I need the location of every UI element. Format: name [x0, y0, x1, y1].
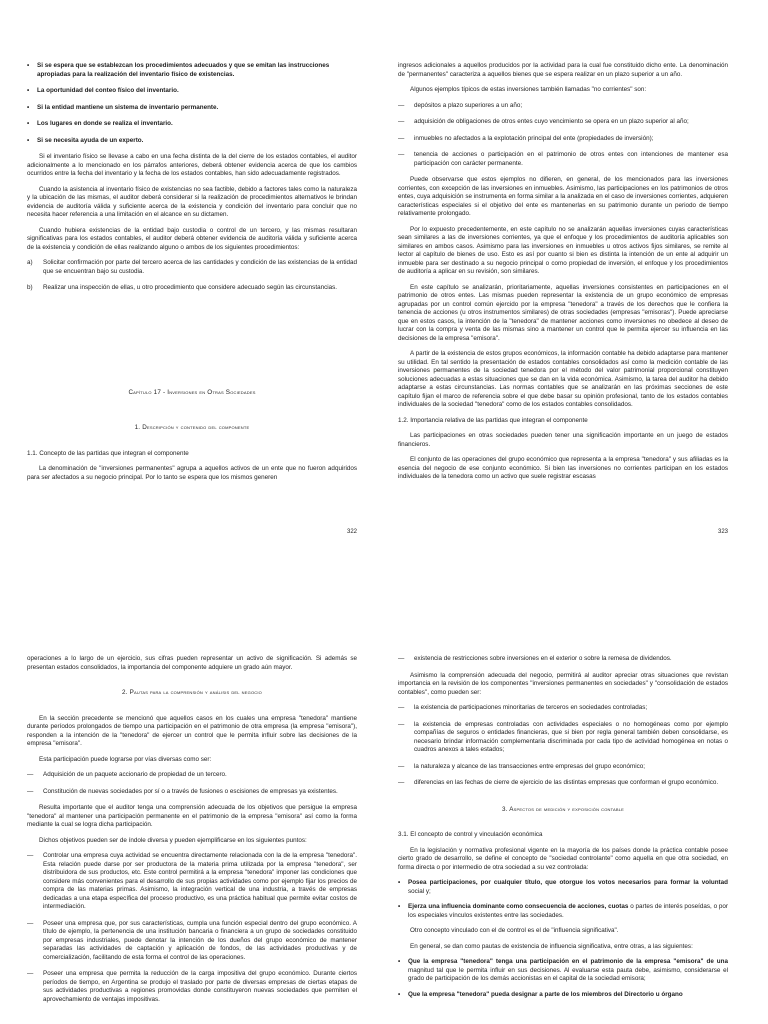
- bullet-text: o partes de interés poseídas, o por los especiales vínculos existentes entre las sociedades.: [408, 903, 728, 919]
- dash-item: — la naturaleza y alcance de las transacciones entre empresas del grupo económico;: [398, 763, 728, 772]
- dash-item: — la existencia de empresas controladas con actividades especiales o no homogéneas como por ejemplo compañías de seguros o entidades financieras, que si bien por regla general también deben consolidarse, es necesario brindar información complementaria discriminada por cada tipo de actividad homogénea en notas o cuadros anexos a tales estados;: [398, 721, 728, 755]
- dash-item: — depósitos a plazo superiores a un año;: [398, 102, 728, 111]
- dash-item: — diferencias en las fechas de cierre de ejercicio de las distintas empresas que conforman el grupo económico.: [398, 779, 728, 788]
- page-324: [27, 655, 357, 1024]
- paragraph: En la legislación y normativa profesional vigente en la mayoría de los países donde la práctica contable posee cierto grado de desarrollo, se define el concepto de "sociedad controlante" como aquella en que otra sociedad, en forma directa o por intermedio de otra sociedad a su vez controlada:: [398, 846, 728, 871]
- subsection-heading: 3.1. El concepto de control y vinculación económica: [398, 831, 543, 838]
- paragraph: En general, se dan como pautas de existencia de influencia significativa, entre otras, a las siguientes:: [410, 942, 693, 950]
- dash-item: — tenencia de acciones o participación en el patrimonio de otros entes con intenciones de mantener esa participación con carácter permanente.: [398, 151, 728, 168]
- paragraph: Las participaciones en otras sociedades pueden tener una significación importante en un juego de estados financieros.: [398, 432, 728, 448]
- list-label: a): [27, 259, 33, 266]
- dash-item: — Constitución de nuevas sociedades por sí o a través de fusiones o escisiones de empresas ya existentes.: [27, 788, 357, 797]
- dash-item: — Poseer una empresa que, por sus características, cumpla una función especial dentro del grupo económico. A título de ejemplo, la pertenencia de una institución bancaria o financiera a un grupo de sociedades constituido por empresas industriales, puede denotar la intención de los dueños del grupo económico de mantener separadas las actividades de captación y aplicación de fondos, de las actividades productivas y de comercialización, facilitando de esta forma el control de las operaciones.: [27, 920, 357, 963]
- list-item: [27, 259, 357, 276]
- paragraph: Resulta importante que el auditor tenga una comprensión adecuada de los objetivos que persigue la empresa "tenedora" al mantener una participación permanente en el patrimonio de la empresa "emisora" así como la forma mediante la cual se logra dicha participación.: [27, 804, 357, 828]
- list-text: Realizar una inspección de ellas, u otro procedimiento que considere adecuado según las circunstancias.: [43, 284, 338, 291]
- page-322: [27, 62, 357, 540]
- bullet-bold-text: Posea participaciones, por cualquier título, que otorgue los votos necesarios para formar la voluntad: [408, 879, 728, 886]
- paragraph: A partir de la existencia de estos grupos económicos, la información contable ha debido adaptarse para mantener su utilidad. En tal sentido la presentación de estados contables consolidados así como la medición contable de las inversiones permanentes de la sociedad tenedora por el método del valor patrimonial proporcional constituyen soluciones adecuadas a estas situaciones que se dan en la vida económica. Asimismo, la tarea del auditor ha debido adaptarse a estas circunstancias. Las normas contables que se analizarán en las próximas secciones de este capítulo fijan el marco de referencia sobre el que debe basar su opinión profesional, tanto de los estados contables individuales de la sociedad "tenedora" como de los estados contables consolidados.: [398, 350, 728, 408]
- paragraph: La denominación de "inversiones permanentes" agrupa a aquellos activos de un ente que no fueron adquiridos para ser afectados a su negocio principal. Por lo tanto se espera que los mismos generen: [27, 465, 357, 481]
- bullet-item: [398, 879, 728, 896]
- paragraph: En este capítulo se analizarán, prioritariamente, aquellas inversiones consistentes en participaciones en el patrimonio de otros entes. Las mismas pueden representar la existencia de un grupo económico de empresas agrupadas por un control común ejercido por la empresa "tenedora" a través de los derechos que le confiera la tenencia de acciones (u otros instrumentos similares) de otras sociedades (empresas "emisoras"). Puede apreciarse que en estos casos, la intención de la "tenedora" de mantener acciones como inversiones no obedece al deseo de lucrar con la compra y venta de las mismas sino a mantener un control que le permita ejercer su influencia en las decisiones de la empresa "emisora".: [398, 283, 728, 342]
- page-number: 322: [346, 529, 357, 535]
- paragraph: Si el inventario físico se llevase a cabo en una fecha distinta de la del cierre de los estados contables, el auditor adicionalmente a lo mencionado en los párrafos anteriores, deberá obtener evidencia acerca de que los cambios ocurridos entre la fecha del inventario y la fecha de los estados contables, han sido adecuadamente registrados.: [27, 153, 357, 177]
- paragraph: Asimismo la comprensión adecuada del negocio, permitirá al auditor apreciar otras situaciones que revistan importancia en la revisión de los componentes "inversiones permanentes en sociedades" y "consolidación de estados contables", como pueden ser:: [398, 671, 728, 696]
- paragraph: Cuando la asistencia al inventario físico de existencias no sea factible, debido a factores tales como la naturaleza y la ubicación de las mismas, el auditor deberá considerar si la realización de procedimientos alternativos le brindan evidencia de auditoría válida y suficiente acerca de la existencia y condición del inventario para concluir que no necesita hacer referencia a una limitación en el alcance en su dictamen.: [27, 185, 357, 218]
- subsection-heading: 1.2. Importancia relativa de las partidas que integran el componente: [398, 416, 588, 424]
- page-number: 323: [717, 529, 728, 535]
- section-heading: 2. Pautas para la comprensión y análisis del negocio: [122, 689, 262, 696]
- paragraph: Esta participación puede lograrse por vías diversas como ser:: [39, 755, 212, 763]
- bullet-item: • Si se espera que se establezcan los procedimientos adecuados y que se emitan las instrucciones apropiadas para la realización del inventario físico de existencias.: [27, 62, 357, 79]
- subsection-heading: 1.1. Concepto de las partidas que integran el componente: [27, 449, 189, 457]
- bullet-bold-text: Ejerza una influencia dominante como consecuencia de acciones, cuotas: [408, 903, 629, 910]
- dash-item: — adquisición de obligaciones de otros entes cuyo vencimiento se opera en un plazo superior al año;: [398, 118, 728, 127]
- paragraph: Por lo expuesto precedentemente, en este capítulo no se analizarán aquellas inversiones cuyas características sean similares a las de inversiones corrientes, ya que el enfoque y los procedimientos de auditoría aplicables son similares en ambos casos. Asimismo para las inversiones en inmuebles u otros activos fijos similares, se remite al lector al capítulo de bienes de uso. Esto es así por cuanto si bien es distinta la intención de un ente al adquirir un inmueble para ser destinado a su negocio principal o como propiedad de inversión, el enfoque y los procedimientos de auditoría a aplicar en su revisión, son similares.: [398, 225, 728, 275]
- paragraph: Otro concepto vinculado con el de control es el de "influencia significativa".: [410, 927, 619, 934]
- bullet-item: • Si se necesita ayuda de un experto.: [27, 137, 357, 146]
- dash-item: — la existencia de participaciones minoritarias de terceros en sociedades controladas;: [398, 704, 728, 713]
- dash-item: — Adquisición de un paquete accionario de propiedad de un tercero.: [27, 771, 357, 780]
- dash-item: — existencia de restricciones sobre inversiones en el exterior o sobre la remesa de dividendos.: [398, 655, 728, 664]
- bullet-text: social y;: [408, 887, 431, 895]
- dash-item: — Poseer una empresa que permita la reducción de la carga impositiva del grupo económico. Durante ciertos períodos de tiempo, en Argentina se produjo el traslado por parte de diversas empresas de ciertas etapas de sus actividades productivas a regiones promovidas donde constituyeron nuevas sociedades que permiten el aprovechamiento de ventajas impositivas.: [27, 970, 357, 1004]
- dash-item: — Controlar una empresa cuya actividad se encuentra directamente relacionada con la de la empresa "tenedora". Esta relación puede darse por ser productora de la materia prima utilizada por la empresa "tenedora", ser distribuidora de sus productos, etc. Este control permitirá a la empresa "tenedora" imponer las condiciones que considere más convenientes para el desarrollo de sus propias actividades como por ejemplo fijar los precios de compra de las materias primas. Asimismo, la integración vertical de una industria, a través de empresas dedicadas a una etapa específica del proceso productivo, es una práctica habitual que permite evitar costos de intermediación.: [27, 852, 357, 912]
- bullet-item: • Los lugares en donde se realiza el inventario.: [27, 120, 357, 129]
- list-text: Solicitar confirmación por parte del tercero acerca de las cantidades y condición de las existencias de la entidad que se encuentran bajo su custodia.: [43, 259, 357, 275]
- bullet-item: [398, 958, 728, 984]
- bullet-text: magnitud tal que le permita influir en sus decisiones. Al evaluarse esta pauta debe, asimismo, considerarse el grado de participación de los demás accionistas en el capital de la sociedad emisora;: [408, 966, 728, 982]
- bullet-bold-text: Que la empresa "tenedora" tenga una participación en el patrimonio de la empresa "emisora" de una: [408, 958, 728, 965]
- page-323: [398, 62, 728, 540]
- paragraph: operaciones a lo largo de un ejercicio, sus cifras pueden representar un activo de significación. Si además se presentan estados consolidados, la importancia del componente adquiere un grado aún mayor.: [27, 655, 357, 671]
- paragraph: Algunos ejemplos típicos de estas inversiones también llamadas "no corrientes" son:: [410, 86, 647, 93]
- chapter-title: Capítulo 17 - Inversiones en Otras Sociedades: [128, 388, 256, 396]
- bullet-item: • Si la entidad mantiene un sistema de inventario permanente.: [27, 104, 357, 113]
- paragraph: Puede observarse que estos ejemplos no difieren, en general, de los mencionados para las inversiones corrientes, con excepción de las inversiones en inmuebles. Asimismo, las participaciones en los patrimonios de otros entes, cuya adquisición se instrumenta en forma similar a la analizada en el caso de inversiones corrientes, adquieren características especiales si el objetivo del ente es mantenerlas en su patrimonio durante un periodo de tiempo relativamente prolongado.: [398, 176, 728, 217]
- bullet-item: [398, 991, 728, 1000]
- paragraph: El conjunto de las operaciones del grupo económico que representa a la empresa "tenedora" y sus afiliadas es la esencia del negocio de ese conjunto económico. Si bien las inversiones no corrientes participan en los estados individuales de la tenedora como un activo que suele registrar escasas: [398, 456, 728, 480]
- list-item: [27, 284, 357, 293]
- paragraph: Dichos objetivos pueden ser de índole diversa y pueden ejemplificarse en los siguientes puntos:: [39, 836, 307, 844]
- bullet-item: [398, 903, 728, 920]
- paragraph: En la sección precedente se mencionó que aquellos casos en los cuales una empresa "tenedora" mantiene durante períodos prolongados de tiempo una participación en el patrimonio de otra empresa (la empresa "emisora"), responden a la intención de la "tenedora" de ejercer un control que le permita influir sobre las decisiones de la empresa "emisora".: [27, 714, 357, 747]
- section-heading: 1. Descripción y contenido del componente: [134, 424, 250, 431]
- bullet-item: • La oportunidad del conteo físico del inventario.: [27, 87, 357, 96]
- paragraph: ingresos adicionales a aquellos producidos por la actividad para la cual fue constituido dicho ente. La denominación de "permanentes" caracteriza a aquellos bienes que se espera realizar en un plazo superior a un año.: [398, 62, 728, 78]
- bullet-bold-text: Que la empresa "tenedora" pueda designar a parte de los miembros del Directorio u órgano: [408, 990, 683, 998]
- list-label: b): [27, 284, 33, 291]
- dash-item: — inmuebles no afectados a la explotación principal del ente (propiedades de inversión);: [398, 135, 728, 144]
- section-heading: 3. Aspectos de medición y exposición contable: [501, 805, 625, 813]
- page-325: [398, 655, 728, 1024]
- paragraph: Cuando hubiera existencias de la entidad bajo custodia o control de un tercero, y las mismas resultaran significativas para los estados contables, el auditor deberá obtener evidencia de auditoría válida y suficiente acerca de la existencia y condición de ellas realizando alguno o ambos de los siguientes procedimientos:: [27, 226, 357, 251]
